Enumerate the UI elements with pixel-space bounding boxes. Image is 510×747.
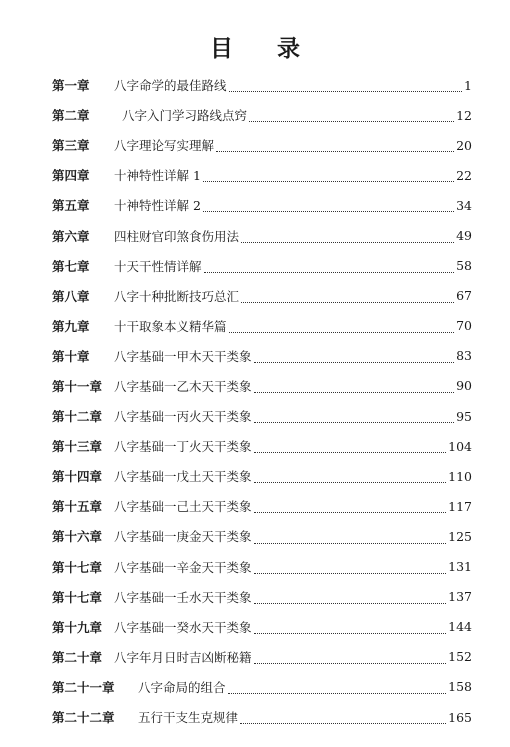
toc-chapter-number: 第三章 <box>52 138 90 154</box>
toc-entry[interactable] <box>52 281 472 311</box>
toc-chapter-number: 第十一章 <box>52 378 103 394</box>
toc-chapter-number: 第九章 <box>52 318 90 334</box>
dot-leader <box>254 602 447 604</box>
toc-chapter-title: 十神特性详解 2 <box>114 198 201 214</box>
toc-chapter-title: 八字理论写实理解 <box>114 138 215 154</box>
toc-chapter-number: 第十六章 <box>52 529 103 545</box>
toc-chapter-number: 第十二章 <box>52 409 103 425</box>
dot-leader <box>229 90 463 92</box>
toc-chapter-title: 八字命学的最佳路线 <box>114 78 227 94</box>
toc-chapter-title: 十神特性详解 1 <box>114 168 201 184</box>
toc-chapter-number: 第十七章 <box>52 589 103 605</box>
dot-leader <box>241 301 454 303</box>
toc-page-number: 137 <box>448 589 472 605</box>
toc-chapter-number: 第十四章 <box>52 469 103 485</box>
toc-chapter-number: 第四章 <box>52 168 90 184</box>
toc-chapter-number: 第八章 <box>52 288 90 304</box>
toc-chapter-number: 第二十二章 <box>52 710 115 726</box>
dot-leader <box>203 210 454 212</box>
dot-leader <box>249 120 454 122</box>
dot-leader <box>254 451 447 453</box>
toc-entry[interactable] <box>52 431 472 461</box>
toc-chapter-number: 第五章 <box>52 198 90 214</box>
toc-chapter-number: 第二章 <box>52 108 90 124</box>
toc-page-number: 34 <box>456 197 472 213</box>
toc-entry[interactable] <box>52 341 472 371</box>
toc-entry[interactable] <box>52 220 472 250</box>
toc-chapter-title: 八字基础一丙火天干类象 <box>114 409 252 425</box>
toc-chapter-number: 第二十章 <box>52 649 103 665</box>
toc-chapter-title: 八字基础一壬水天干类象 <box>114 589 252 605</box>
dot-leader <box>240 722 446 724</box>
toc-entry[interactable] <box>52 100 472 130</box>
toc-chapter-title: 八字基础一辛金天干类象 <box>114 559 252 575</box>
toc-chapter-title: 八字基础一己土天干类象 <box>114 499 252 515</box>
toc-page-number: 70 <box>456 318 472 334</box>
toc-page-number: 67 <box>456 288 472 304</box>
toc-page-number: 152 <box>448 649 472 665</box>
toc-chapter-number: 第十五章 <box>52 499 103 515</box>
toc-entry[interactable] <box>52 612 472 642</box>
page-title: 目 录 <box>209 35 318 62</box>
toc-entry[interactable] <box>52 401 472 431</box>
toc-entry[interactable] <box>52 552 472 582</box>
toc-entry[interactable] <box>52 160 472 190</box>
dot-leader <box>254 542 447 544</box>
toc-entry[interactable] <box>52 642 472 672</box>
toc-entry[interactable] <box>52 130 472 160</box>
toc-chapter-number: 第六章 <box>52 228 90 244</box>
toc-chapter-title: 四柱财官印煞食伤用法 <box>114 228 240 244</box>
toc-entry[interactable] <box>52 521 472 551</box>
dot-leader <box>254 421 455 423</box>
dot-leader <box>228 692 447 694</box>
toc-page-number: 1 <box>464 77 472 93</box>
dot-leader <box>254 511 447 513</box>
toc-page-number: 144 <box>448 619 472 635</box>
dot-leader <box>241 241 454 243</box>
toc-chapter-title: 八字十种批断技巧总汇 <box>114 288 240 304</box>
toc-chapter-title: 八字基础一庚金天干类象 <box>114 529 252 545</box>
toc-chapter-title: 八字年月日时吉凶断秘籍 <box>114 649 252 665</box>
toc-page-number: 165 <box>448 709 472 725</box>
toc-page-number: 125 <box>448 528 472 544</box>
dot-leader <box>229 331 455 333</box>
toc-chapter-title: 十天干性情详解 <box>114 258 202 274</box>
dot-leader <box>204 271 455 273</box>
dot-leader <box>254 632 447 634</box>
toc-page-number: 49 <box>456 228 472 244</box>
toc-page-number: 12 <box>456 107 472 123</box>
dot-leader <box>216 150 454 152</box>
toc-entry[interactable] <box>52 461 472 491</box>
toc-chapter-title: 八字基础一癸水天干类象 <box>114 619 252 635</box>
toc-entry[interactable] <box>52 582 472 612</box>
toc-page-number: 22 <box>456 167 472 183</box>
dot-leader <box>254 662 447 664</box>
toc-entry[interactable] <box>52 311 472 341</box>
toc-page-number: 90 <box>456 378 472 394</box>
toc-chapter-number: 第十九章 <box>52 619 103 635</box>
dot-leader <box>254 361 455 363</box>
toc-chapter-title: 八字基础一甲木天干类象 <box>114 348 252 364</box>
toc-chapter-number: 第二十一章 <box>52 679 115 695</box>
toc-chapter-number: 第一章 <box>52 78 90 94</box>
toc-entry[interactable] <box>52 251 472 281</box>
toc-chapter-title: 八字基础一乙木天干类象 <box>114 378 252 394</box>
table-of-contents <box>52 70 472 732</box>
dot-leader <box>254 391 455 393</box>
toc-page-number: 110 <box>448 468 472 484</box>
toc-chapter-title: 八字基础一戊土天干类象 <box>114 469 252 485</box>
toc-entry[interactable] <box>52 702 472 732</box>
toc-chapter-title: 五行干支生克规律 <box>138 710 239 726</box>
toc-chapter-number: 第十章 <box>52 348 90 364</box>
dot-leader <box>254 481 447 483</box>
dot-leader <box>203 180 454 182</box>
toc-entry[interactable] <box>52 70 472 100</box>
toc-chapter-title: 十干取象本义精华篇 <box>114 318 227 334</box>
toc-entry[interactable] <box>52 371 472 401</box>
toc-entry[interactable] <box>52 190 472 220</box>
toc-chapter-number: 第十三章 <box>52 439 103 455</box>
toc-chapter-title: 八字命局的组合 <box>138 679 226 695</box>
toc-page-number: 95 <box>456 408 472 424</box>
toc-page-number: 158 <box>448 679 472 695</box>
toc-page-number: 104 <box>448 438 472 454</box>
toc-chapter-title: 八字基础一丁火天干类象 <box>114 439 252 455</box>
toc-entry[interactable] <box>52 672 472 702</box>
toc-page-number: 58 <box>456 258 472 274</box>
toc-chapter-title: 八字入门学习路线点窍 <box>114 108 247 124</box>
toc-page-number: 83 <box>456 348 472 364</box>
toc-page-number: 20 <box>456 137 472 153</box>
toc-chapter-number: 第七章 <box>52 258 90 274</box>
toc-chapter-number: 第十七章 <box>52 559 103 575</box>
toc-entry[interactable] <box>52 491 472 521</box>
dot-leader <box>254 572 447 574</box>
toc-page-number: 131 <box>448 559 472 575</box>
toc-page-number: 117 <box>448 498 472 514</box>
